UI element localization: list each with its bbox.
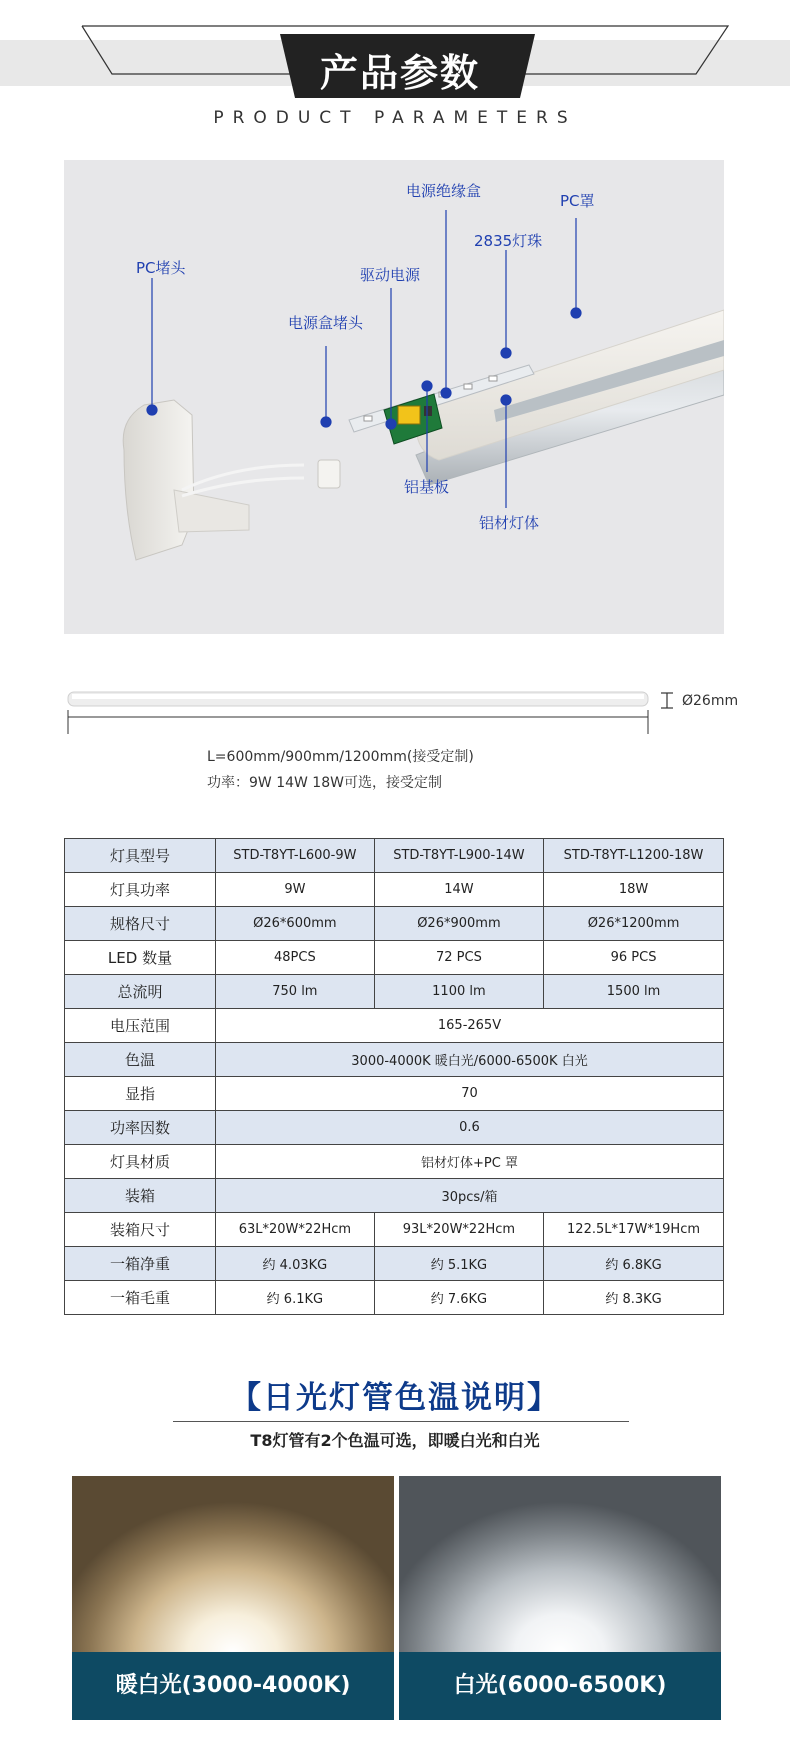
row-label: 装箱 [65,1179,216,1213]
table-row [65,1281,724,1315]
table-cell: Ø26*900mm [374,907,543,941]
table-cell: 1100 lm [374,975,543,1009]
table-cell: 93L*20W*22Hcm [374,1213,543,1247]
table-cell: 约 8.3KG [544,1281,724,1315]
tube-dimension-drawing [60,680,760,750]
label-pc-end-cap: PC堵头 [136,259,186,277]
label-led-bead: 2835灯珠 [474,232,543,250]
table-cell: 3000-4000K 暖白光/6000-6500K 白光 [216,1043,724,1077]
row-label: 一箱毛重 [65,1281,216,1315]
color-temp-divider [173,1421,629,1422]
row-label: 装箱尺寸 [65,1213,216,1247]
table-cell: 750 lm [216,975,375,1009]
table-cell: Ø26*600mm [216,907,375,941]
cool-light-photo [399,1476,721,1652]
table-row [65,1009,724,1043]
table-cell: 70 [216,1077,724,1111]
row-label: 灯具材质 [65,1145,216,1179]
table-cell: 96 PCS [544,941,724,975]
table-cell: STD-T8YT-L600-9W [216,839,375,873]
page-title: 产品参数 [319,51,480,95]
table-cell: 165-265V [216,1009,724,1043]
table-cell: 约 5.1KG [374,1247,543,1281]
row-label: LED 数量 [65,941,216,975]
exploded-diagram [64,160,724,634]
table-cell: 72 PCS [374,941,543,975]
row-label: 功率因数 [65,1111,216,1145]
table-cell: 约 4.03KG [216,1247,375,1281]
row-label: 显指 [65,1077,216,1111]
color-temp-title: 【日光灯管色温说明】 [230,1380,560,1416]
table-cell: 约 6.8KG [544,1247,724,1281]
label-aluminum-body: 铝材灯体 [479,514,540,532]
table-row [65,907,724,941]
table-cell: 铝材灯体+PC 罩 [216,1145,724,1179]
table-cell: 122.5L*17W*19Hcm [544,1213,724,1247]
cool-light-caption: 白光(6000-6500K) [399,1652,721,1720]
table-cell: 约 6.1KG [216,1281,375,1315]
table-cell: 48PCS [216,941,375,975]
table-cell: 9W [216,873,375,907]
table-row [65,1111,724,1145]
label-power-box-cap: 电源盒堵头 [288,314,364,332]
table-row [65,941,724,975]
label-aluminum-board: 铝基板 [404,478,450,496]
label-power-insulation-box: 电源绝缘盒 [406,182,482,200]
tube-power: 功率：9W 14W 18W可选，接受定制 [207,775,442,791]
page-subtitle: PRODUCT PARAMETERS [213,108,577,128]
row-label: 总流明 [65,975,216,1009]
table-cell: 约 7.6KG [374,1281,543,1315]
table-cell: 1500 lm [544,975,724,1009]
warm-light-photo [72,1476,394,1652]
label-driver: 驱动电源 [360,266,421,284]
row-label: 电压范围 [65,1009,216,1043]
row-label: 色温 [65,1043,216,1077]
tube-diameter: Ø26mm [682,693,739,709]
table-cell: STD-T8YT-L900-14W [374,839,543,873]
table-row [65,1179,724,1213]
label-pc-cover: PC罩 [560,192,595,210]
table-row [65,975,724,1009]
table-cell: 18W [544,873,724,907]
table-row [65,873,724,907]
table-cell: STD-T8YT-L1200-18W [544,839,724,873]
table-cell: 14W [374,873,543,907]
table-cell: 30pcs/箱 [216,1179,724,1213]
table-row [65,1077,724,1111]
row-label: 灯具型号 [65,839,216,873]
row-label: 灯具功率 [65,873,216,907]
lamp-parts-illustration [64,160,724,634]
table-cell: 0.6 [216,1111,724,1145]
table-row [65,1043,724,1077]
table-row [65,1213,724,1247]
table-row [65,1145,724,1179]
spec-table [64,838,724,1315]
tube-length: L=600mm/900mm/1200mm(接受定制) [207,749,474,765]
table-cell: 63L*20W*22Hcm [216,1213,375,1247]
row-label: 一箱净重 [65,1247,216,1281]
table-row [65,839,724,873]
row-label: 规格尺寸 [65,907,216,941]
table-row [65,1247,724,1281]
color-temp-subtitle: T8灯管有2个色温可选，即暖白光和白光 [250,1431,540,1450]
warm-light-caption: 暖白光(3000-4000K) [72,1652,394,1720]
table-cell: Ø26*1200mm [544,907,724,941]
